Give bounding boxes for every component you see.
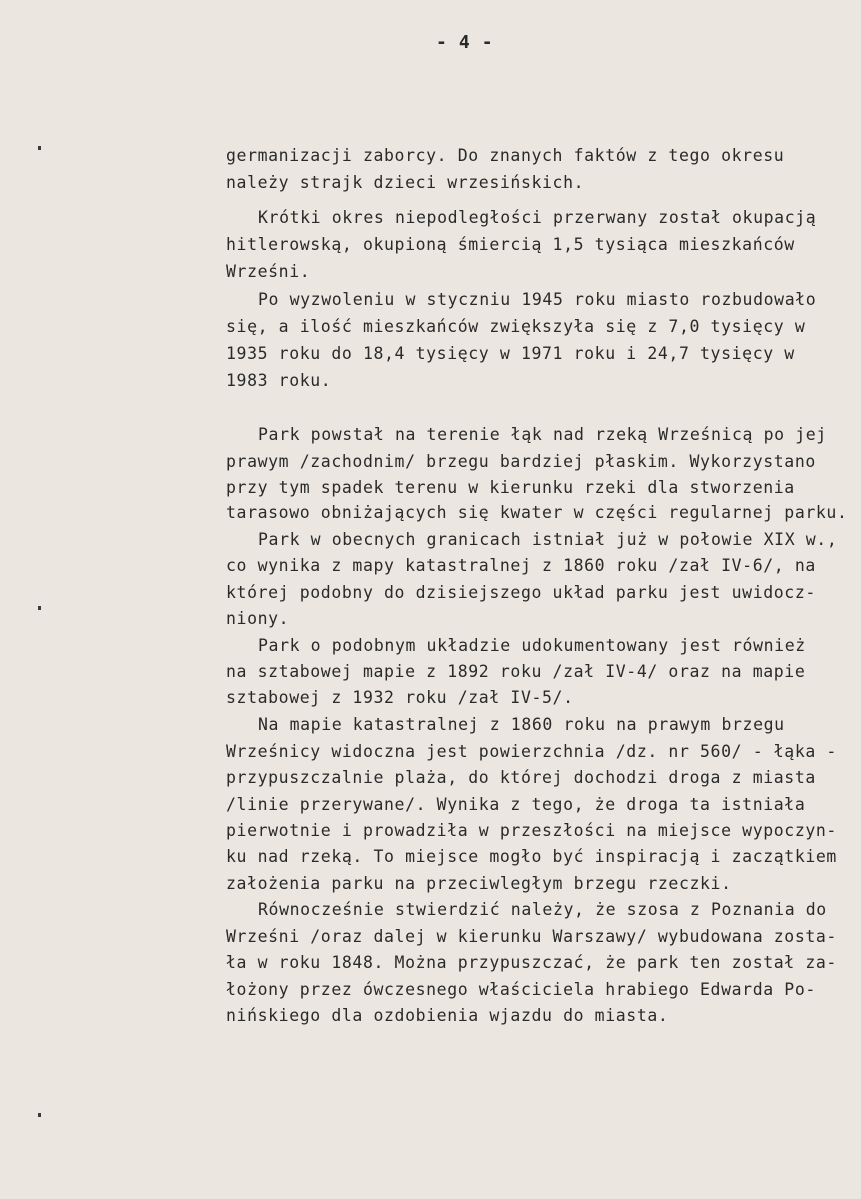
text-line: Wrześni.	[226, 262, 311, 281]
text-line: sztabowej z 1932 roku /zał IV-5/.	[226, 688, 574, 707]
text-line: co wynika z mapy katastralnej z 1860 roku /zał IV-6/, na	[226, 556, 816, 575]
text-line: się, a ilość mieszkańców zwiększyła się z 7,0 tysięcy w	[226, 317, 806, 336]
text-line: łożony przez ówczesnego właściciela hrabiego Edwarda Po-	[226, 980, 816, 999]
text-line: Krótki okres niepodległości przerwany został okupacją	[258, 208, 817, 227]
text-line: założenia parku na przeciwległym brzegu rzeczki.	[226, 874, 732, 893]
text-line: pierwotnie i prowadziła w przeszłości na miejsce wypoczyn-	[226, 821, 837, 840]
text-line: na sztabowej mapie z 1892 roku /zał IV-4/ oraz na mapie	[226, 662, 806, 681]
text-line: Wrześnicy widoczna jest powierzchnia /dz. nr 560/ - łąka -	[226, 742, 837, 761]
text-line: ku nad rzeką. To miejsce mogło być inspiracją i zaczątkiem	[226, 847, 837, 866]
text-line: Na mapie katastralnej z 1860 roku na prawym brzegu	[258, 715, 785, 734]
text-line: przy tym spadek terenu w kierunku rzeki dla stworzenia	[226, 478, 795, 497]
text-line: Wrześni /oraz dalej w kierunku Warszawy/ wybudowana zosta-	[226, 927, 837, 946]
text-line: należy strajk dzieci wrzesińskich.	[226, 173, 585, 192]
text-line: ła w roku 1848. Można przypuszczać, że park ten został za-	[226, 953, 837, 972]
text-line: Park w obecnych granicach istniał już w połowie XIX w.,	[258, 530, 838, 549]
text-line: Równocześnie stwierdzić należy, że szosa z Poznania do	[258, 900, 827, 919]
text-line: Park powstał na terenie łąk nad rzeką Wrześnicą po jej	[258, 425, 827, 444]
margin-mark	[38, 606, 41, 610]
page-number: - 4 -	[436, 32, 494, 53]
margin-mark	[38, 146, 41, 150]
text-line: Park o podobnym układzie udokumentowany jest również	[258, 636, 806, 655]
text-line: germanizacji zaborcy. Do znanych faktów z tego okresu	[226, 146, 785, 165]
text-line: /linie przerywane/. Wynika z tego, że droga ta istniała	[226, 795, 806, 814]
text-line: niony.	[226, 609, 290, 628]
text-line: prawym /zachodnim/ brzegu bardziej płaskim. Wykorzystano	[226, 452, 816, 471]
margin-mark	[38, 1113, 41, 1117]
text-line: przypuszczalnie plaża, do której dochodzi droga z miasta	[226, 768, 816, 787]
text-line: której podobny do dzisiejszego układ parku jest uwidocz-	[226, 583, 816, 602]
text-line: tarasowo obniżających się kwater w części regularnej parku.	[226, 503, 848, 522]
text-line: 1935 roku do 18,4 tysięcy w 1971 roku i 24,7 tysięcy w	[226, 344, 795, 363]
text-line: 1983 roku.	[226, 371, 332, 390]
text-line: nińskiego dla ozdobienia wjazdu do miasta.	[226, 1006, 669, 1025]
text-line: Po wyzwoleniu w styczniu 1945 roku miasto rozbudowało	[258, 290, 817, 309]
text-line: hitlerowską, okupioną śmiercią 1,5 tysiąca mieszkańców	[226, 235, 795, 254]
